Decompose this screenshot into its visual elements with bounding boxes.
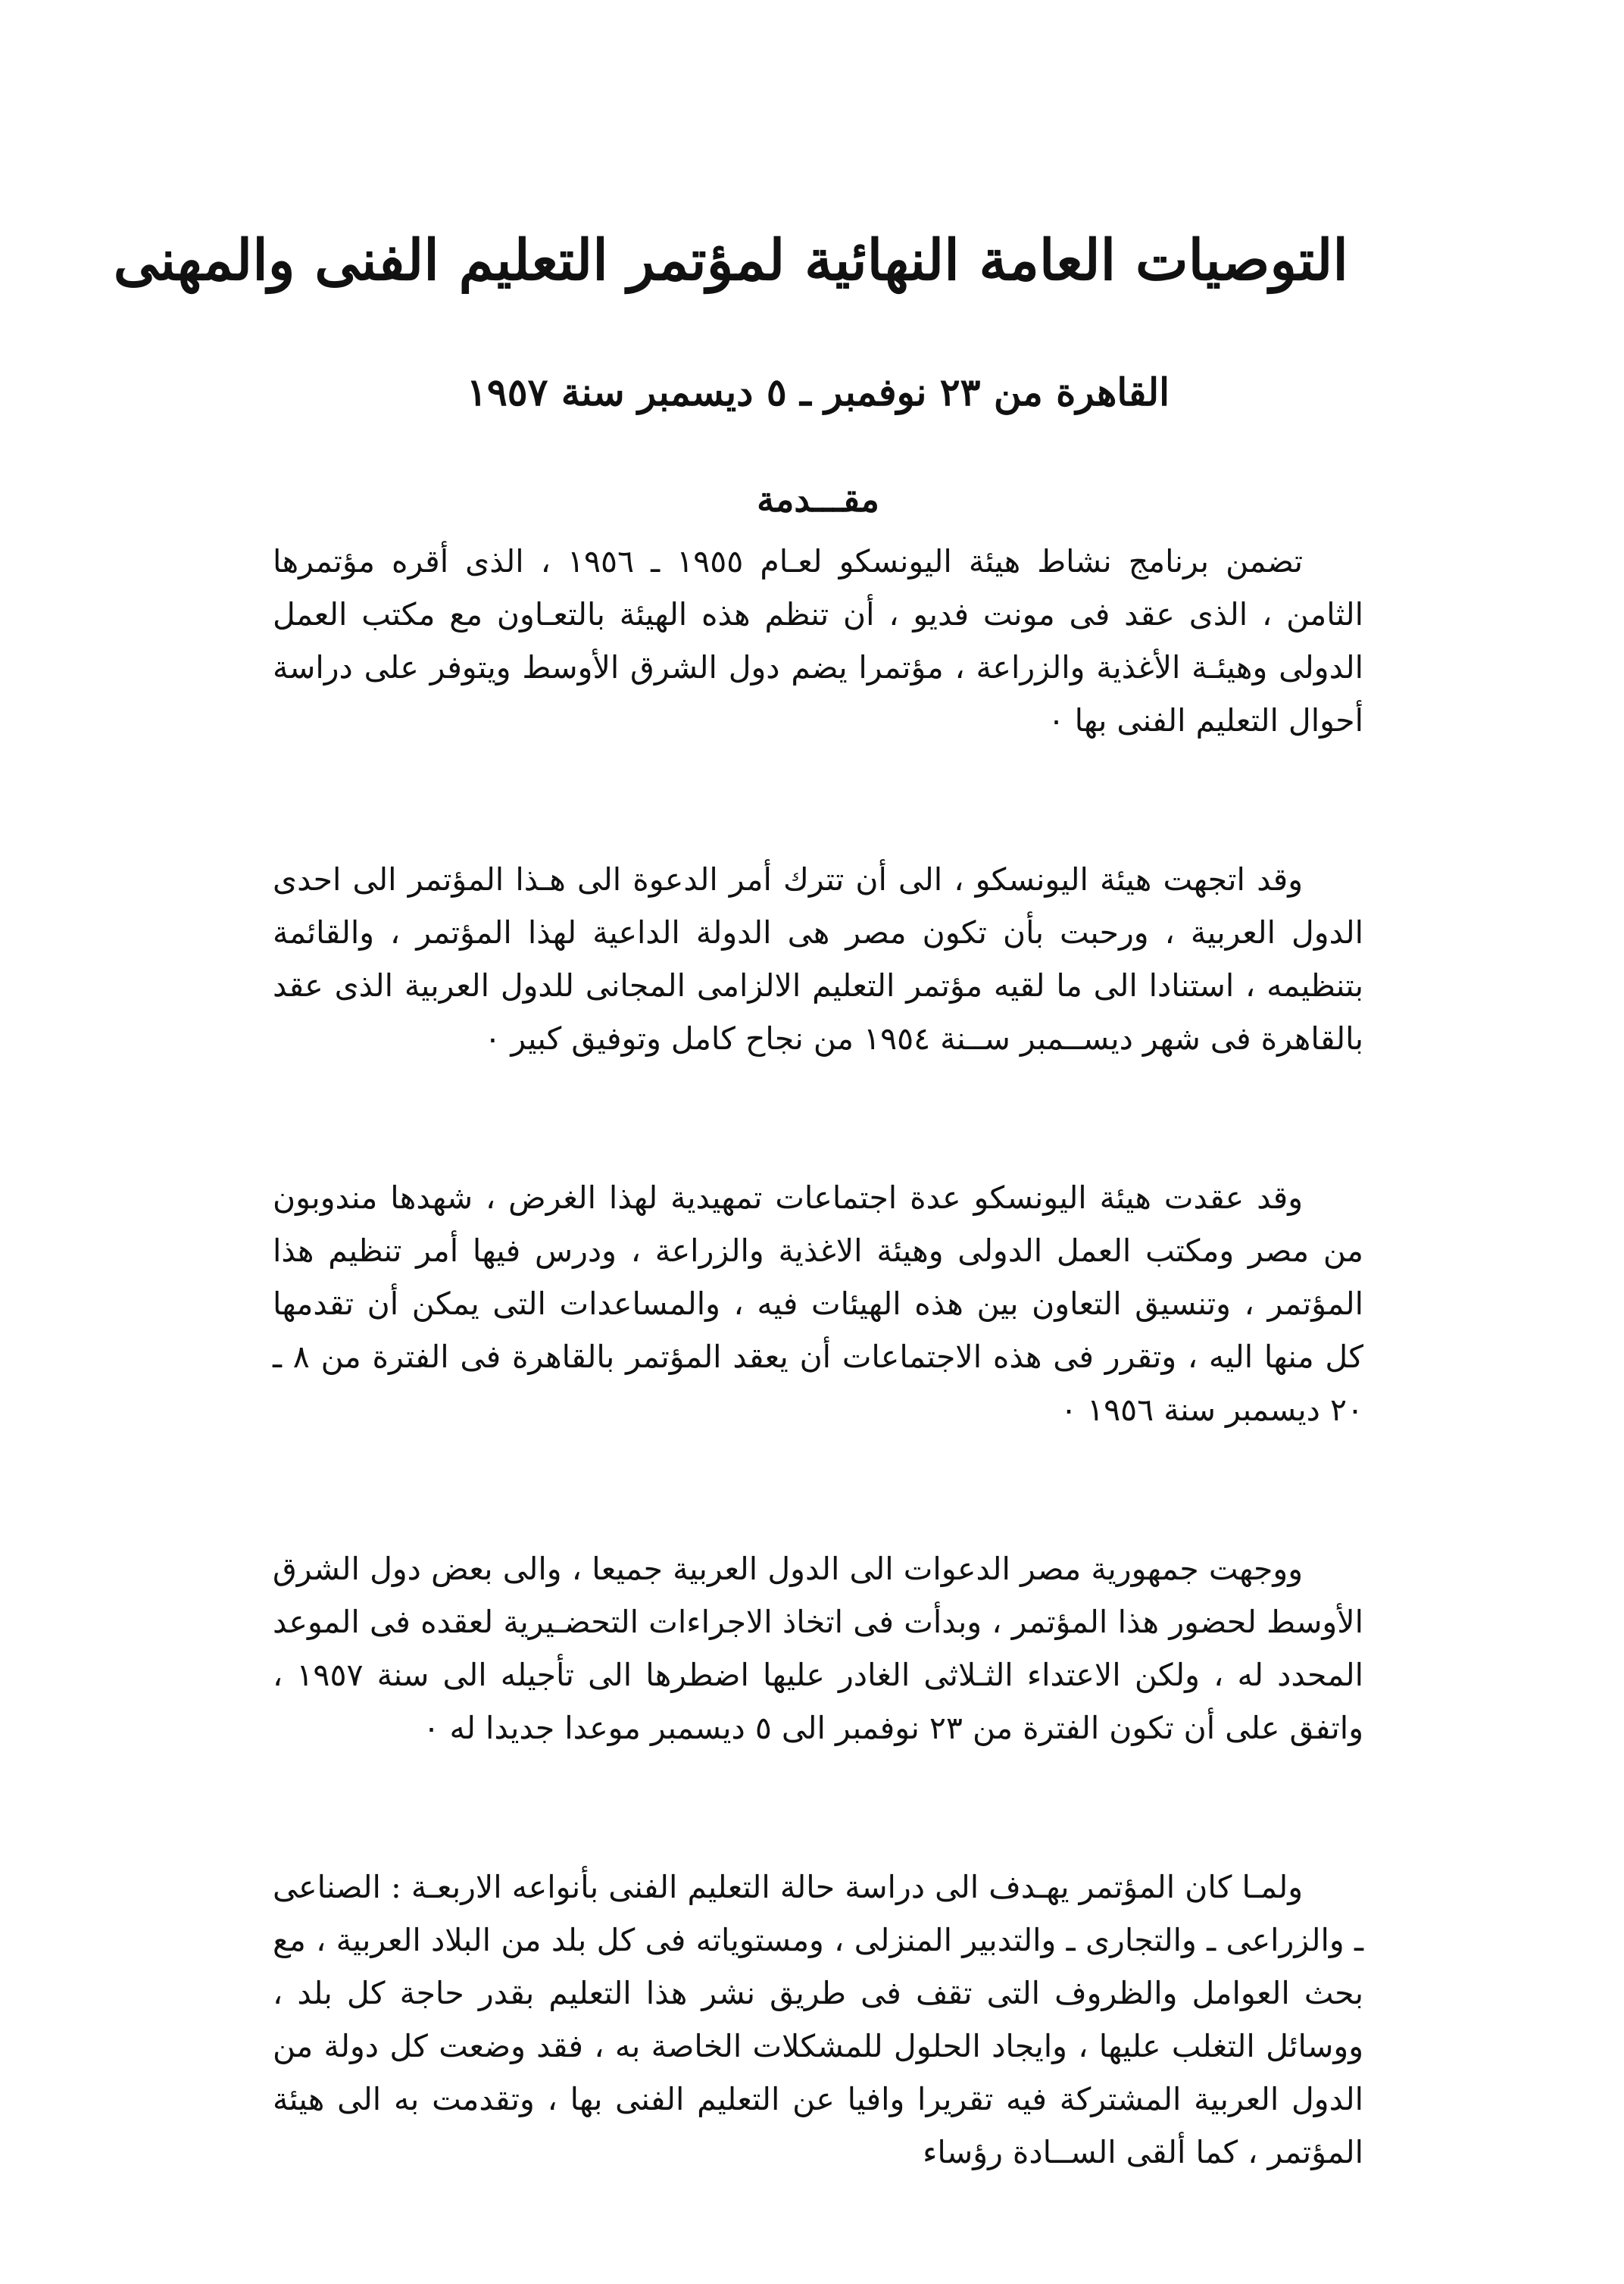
paragraph-2: وقد اتجهت هيئة اليونسكو ، الى أن تترك أمر الدعوة الى هـذا المؤتمر الى احدى الدول العربية ، ورحبت بأن تكون مصر هى الدولة الداعية لهذا المؤتمر ، والقائمة بتنظيمه ، استنادا الى ما لقيه مؤتمر التعليم الالزامى المجانى للدول العربية الذى عقد بالقاهرة فى شهر ديســمبر ســنة ١٩٥٤ من نجاح كامل وتوفيق كبير ٠ <box>273 861 1363 1057</box>
section-heading: مقـــدمة <box>757 479 879 520</box>
body-text <box>273 535 1363 2179</box>
document-title: التوصيات العامة النهائية لمؤتمر التعليم الفنى والمهنى <box>113 228 1348 293</box>
paragraph-3: وقد عقدت هيئة اليونسكو عدة اجتماعات تمهيدية لهذا الغرض ، شهدها مندوبون من مصر ومكتب العمل الدولى وهيئة الاغذية والزراعة ، ودرس فيها أمر تنظيم هذا المؤتمر ، وتنسيق التعاون بين هذه الهيئات فيه ، والمساعدات التى يمكن أن تقدمها كل منها اليه ، وتقرر فى هذه الاجتماعات أن يعقد المؤتمر بالقاهرة فى الفترة من ٨ ـ ٢٠ ديسمبر سنة ١٩٥٦ ٠ <box>273 1179 1363 1428</box>
paragraph-1: تضمن برنامج نشاط هيئة اليونسكو لعـام ١٩٥٥ ـ ١٩٥٦ ، الذى أقره مؤتمرها الثامن ، الذى عقد فى مونت فديو ، أن تنظم هذه الهيئة بالتعـاون مع مكتب العمل الدولى وهيئـة الأغذية والزراعة ، مؤتمرا يضم دول الشرق الأوسط ويتوفر على دراسة أحوال التعليم الفنى بها ٠ <box>273 543 1363 739</box>
document-subtitle: القاهرة من ٢٣ نوفمبر ـ ٥ ديسمبر سنة ١٩٥٧ <box>467 370 1170 414</box>
paragraph-4: ووجهت جمهورية مصر الدعوات الى الدول العربية جميعا ، والى بعض دول الشرق الأوسط لحضور هذا المؤتمر ، وبدأت فى اتخاذ الاجراءات التحضـيرية لعقده فى الموعد المحدد له ، ولكن الاعتداء الثـلاثى الغادر عليها اضطرها الى تأجيله الى سنة ١٩٥٧ ، واتفق على أن تكون الفترة من ٢٣ نوفمبر الى ٥ ديسمبر موعدا جديدا له ٠ <box>273 1551 1364 1746</box>
paragraph-5: ولمـا كان المؤتمر يهـدف الى دراسة حالة التعليم الفنى بأنواعه الاربعـة : الصناعى ـ والزراعى ـ والتجارى ـ والتدبير المنزلى ، ومستوياته فى كل بلد من البلاد العربية ، مع بحث العوامل والظروف التى تقف فى طريق نشر هذا التعليم بقدر حاجة كل بلد ، ووسائل التغلب عليها ، وايجاد الحلول للمشكلات الخاصة به ، فقد وضعت كل دولة من الدول العربية المشتركة فيه تقريرا وافيا عن التعليم الفنى بها ، وتقدمت به الى هيئة المؤتمر ، كما ألقى الســادة رؤساء <box>273 1869 1363 2170</box>
